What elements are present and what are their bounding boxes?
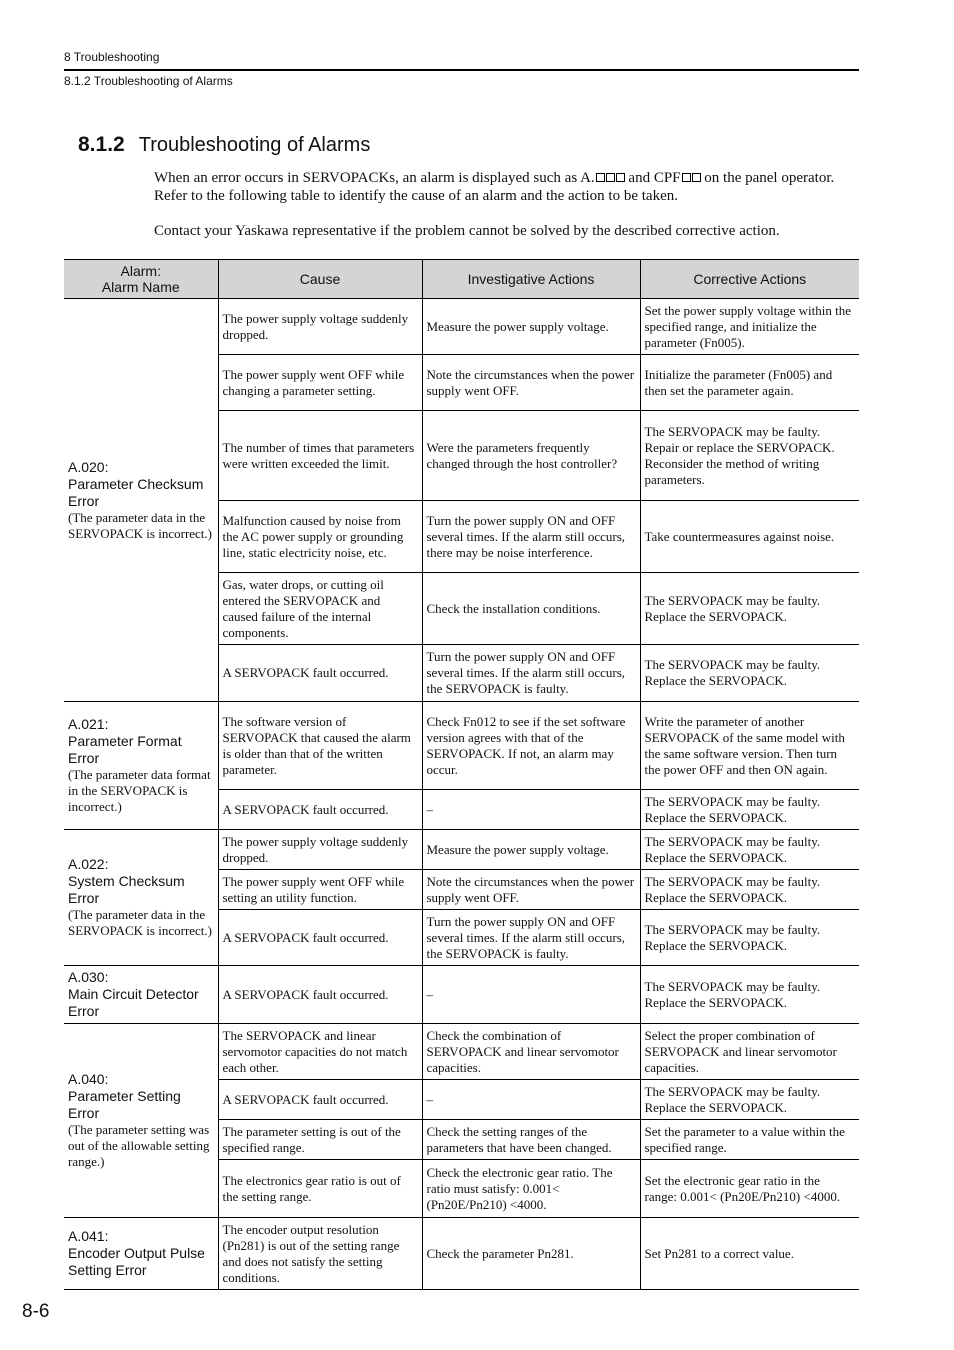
placeholder-box-icon bbox=[606, 173, 615, 182]
cause-cell: The electronics gear ratio is out of the setting range. bbox=[218, 1160, 422, 1218]
corrective-cell: The SERVOPACK may be faulty. Replace the SERVOPACK. bbox=[640, 645, 859, 702]
intro-paragraph-1 bbox=[154, 169, 854, 205]
header-corrective: Corrective Actions bbox=[640, 260, 859, 299]
cause-cell: The software version of SERVOPACK that caused the alarm is older than that of the written parameter. bbox=[218, 702, 422, 790]
table-header-row bbox=[64, 260, 859, 299]
intro-text-c: on the panel operator. Refer to the following table to identify the cause of an alarm and the action to be taken. bbox=[154, 170, 835, 204]
corrective-cell: Set the power supply voltage within the specified range, and initialize the parameter (Fn005). bbox=[640, 299, 859, 355]
cause-cell: The encoder output resolution (Pn281) is out of the setting range and does not satisfy the setting conditions. bbox=[218, 1218, 422, 1290]
placeholder-box-icon bbox=[692, 173, 701, 182]
investigative-cell: Were the parameters frequently changed through the host controller? bbox=[422, 411, 640, 501]
table-row bbox=[64, 1024, 859, 1080]
header-alarm-line2: Alarm Name bbox=[101, 279, 180, 295]
alarm-name: System Checksum Error bbox=[68, 873, 185, 906]
alarm-cell bbox=[64, 299, 218, 702]
cause-cell: The power supply voltage suddenly dropped. bbox=[218, 830, 422, 870]
alarm-code: A.020: bbox=[68, 458, 109, 475]
placeholder-box-icon bbox=[682, 173, 691, 182]
corrective-cell: Set Pn281 to a correct value. bbox=[640, 1218, 859, 1290]
investigative-cell: Note the circumstances when the power supply went OFF. bbox=[422, 870, 640, 910]
placeholder-box-icon bbox=[596, 173, 605, 182]
investigative-cell: – bbox=[422, 1080, 640, 1120]
corrective-cell: The SERVOPACK may be faulty. Replace the SERVOPACK. bbox=[640, 830, 859, 870]
investigative-cell: Check the setting ranges of the parameters that have been changed. bbox=[422, 1120, 640, 1160]
corrective-cell: The SERVOPACK may be faulty. Replace the SERVOPACK. bbox=[640, 790, 859, 830]
investigative-cell: Check Fn012 to see if the set software version agrees with that of the SERVOPACK. If not, an alarm may occur. bbox=[422, 702, 640, 790]
alarm-code: A.021: bbox=[68, 716, 109, 732]
cause-cell: A SERVOPACK fault occurred. bbox=[218, 966, 422, 1024]
alarm-name: Parameter Format Error bbox=[68, 733, 182, 766]
header-investigative: Investigative Actions bbox=[422, 260, 640, 299]
section-number: 8.1.2 bbox=[78, 133, 125, 156]
investigative-cell: Note the circumstances when the power supply went OFF. bbox=[422, 355, 640, 411]
investigative-cell: Check the combination of SERVOPACK and linear servomotor capacities. bbox=[422, 1024, 640, 1080]
investigative-cell: – bbox=[422, 966, 640, 1024]
cause-cell: The number of times that parameters were written exceeded the limit. bbox=[218, 411, 422, 501]
alarm-code: A.041: bbox=[68, 1228, 109, 1244]
cause-cell: The power supply went OFF while changing a parameter setting. bbox=[218, 355, 422, 411]
running-header-subsection: 8.1.2 Troubleshooting of Alarms bbox=[64, 74, 233, 88]
header-rule bbox=[64, 69, 859, 71]
corrective-cell: The SERVOPACK may be faulty. Repair or replace the SERVOPACK. Reconsider the method of writing parameters. bbox=[640, 411, 859, 501]
investigative-cell: Turn the power supply ON and OFF several times. If the alarm still occurs, the SERVOPACK is faulty. bbox=[422, 910, 640, 966]
cause-cell: The power supply went OFF while setting an utility function. bbox=[218, 870, 422, 910]
alarm-troubleshooting-table bbox=[64, 259, 859, 1290]
section-title bbox=[78, 133, 370, 157]
table-row bbox=[64, 299, 859, 355]
alarm-note: (The parameter data in the SERVOPACK is incorrect.) bbox=[68, 907, 213, 938]
corrective-cell: The SERVOPACK may be faulty. Replace the SERVOPACK. bbox=[640, 573, 859, 645]
section-title-text: Troubleshooting of Alarms bbox=[138, 134, 371, 156]
corrective-cell: The SERVOPACK may be faulty. Replace the SERVOPACK. bbox=[640, 966, 859, 1024]
investigative-cell: Turn the power supply ON and OFF several times. If the alarm still occurs, there may be noise interference. bbox=[422, 501, 640, 573]
alarm-code: A.022: bbox=[68, 856, 109, 872]
investigative-cell: Measure the power supply voltage. bbox=[422, 830, 640, 870]
investigative-cell: Check the electronic gear ratio. The ratio must satisfy: 0.001< (Pn20E/Pn210) <4000. bbox=[422, 1160, 640, 1218]
intro-text-b: and CPF bbox=[624, 170, 681, 186]
intro-text-a: When an error occurs in SERVOPACKs, an alarm is displayed such as A. bbox=[154, 170, 595, 186]
placeholder-box-icon bbox=[616, 173, 625, 182]
alarm-note: (The parameter setting was out of the allowable setting range.) bbox=[68, 1122, 210, 1169]
cause-cell: A SERVOPACK fault occurred. bbox=[218, 790, 422, 830]
corrective-cell: The SERVOPACK may be faulty. Replace the SERVOPACK. bbox=[640, 910, 859, 966]
corrective-cell: Take countermeasures against noise. bbox=[640, 501, 859, 573]
alarm-cell bbox=[64, 1218, 218, 1290]
page-number: 8-6 bbox=[22, 1301, 50, 1322]
corrective-cell: Write the parameter of another SERVOPACK of the same model with the same software version. Then turn the power OFF and then ON again. bbox=[640, 702, 859, 790]
alarm-code: A.030: bbox=[68, 969, 109, 985]
corrective-cell: The SERVOPACK may be faulty. Replace the SERVOPACK. bbox=[640, 1080, 859, 1120]
cause-cell: The power supply voltage suddenly dropped. bbox=[218, 299, 422, 355]
cause-cell: The parameter setting is out of the specified range. bbox=[218, 1120, 422, 1160]
alarm-code: A.040: bbox=[68, 1071, 109, 1087]
alarm-name: Encoder Output Pulse Setting Error bbox=[68, 1245, 205, 1278]
table-row bbox=[64, 830, 859, 870]
alarm-name: Main Circuit Detector Error bbox=[68, 986, 199, 1019]
table-row bbox=[64, 966, 859, 1024]
alarm-cell bbox=[64, 830, 218, 966]
alarm-cell bbox=[64, 966, 218, 1024]
header-cause: Cause bbox=[218, 260, 422, 299]
corrective-cell: The SERVOPACK may be faulty. Replace the SERVOPACK. bbox=[640, 870, 859, 910]
intro-paragraph-2: Contact your Yaskawa representative if the problem cannot be solved by the described corrective action. bbox=[154, 223, 780, 239]
investigative-cell: Measure the power supply voltage. bbox=[422, 299, 640, 355]
investigative-cell: Turn the power supply ON and OFF several times. If the alarm still occurs, the SERVOPACK is faulty. bbox=[422, 645, 640, 702]
corrective-cell: Select the proper combination of SERVOPACK and linear servomotor capacities. bbox=[640, 1024, 859, 1080]
investigative-cell: Check the installation conditions. bbox=[422, 573, 640, 645]
cause-cell: A SERVOPACK fault occurred. bbox=[218, 910, 422, 966]
investigative-cell: – bbox=[422, 790, 640, 830]
alarm-cell bbox=[64, 702, 218, 830]
corrective-cell: Set the parameter to a value within the specified range. bbox=[640, 1120, 859, 1160]
alarm-note: (The parameter data in the SERVOPACK is incorrect.) bbox=[68, 509, 213, 541]
cause-cell: The SERVOPACK and linear servomotor capacities do not match each other. bbox=[218, 1024, 422, 1080]
table-row bbox=[64, 1218, 859, 1290]
cause-cell: Malfunction caused by noise from the AC power supply or grounding line, static electricity noise, etc. bbox=[218, 501, 422, 573]
corrective-cell: Set the electronic gear ratio in the range: 0.001< (Pn20E/Pn210) <4000. bbox=[640, 1160, 859, 1218]
alarm-name: Parameter Checksum Error bbox=[68, 475, 204, 509]
alarm-name: Parameter Setting Error bbox=[68, 1088, 181, 1121]
investigative-cell: Check the parameter Pn281. bbox=[422, 1218, 640, 1290]
header-alarm bbox=[64, 260, 218, 299]
running-header-chapter: 8 Troubleshooting bbox=[64, 50, 160, 64]
table-body bbox=[64, 299, 859, 1290]
alarm-cell bbox=[64, 1024, 218, 1218]
table-row bbox=[64, 702, 859, 790]
header-alarm-line1: Alarm: bbox=[120, 263, 161, 279]
corrective-cell: Initialize the parameter (Fn005) and then set the parameter again. bbox=[640, 355, 859, 411]
cause-cell: Gas, water drops, or cutting oil entered the SERVOPACK and caused failure of the internal components. bbox=[218, 573, 422, 645]
cause-cell: A SERVOPACK fault occurred. bbox=[218, 1080, 422, 1120]
cause-cell: A SERVOPACK fault occurred. bbox=[218, 645, 422, 702]
alarm-note: (The parameter data format in the SERVOPACK is incorrect.) bbox=[68, 767, 211, 814]
